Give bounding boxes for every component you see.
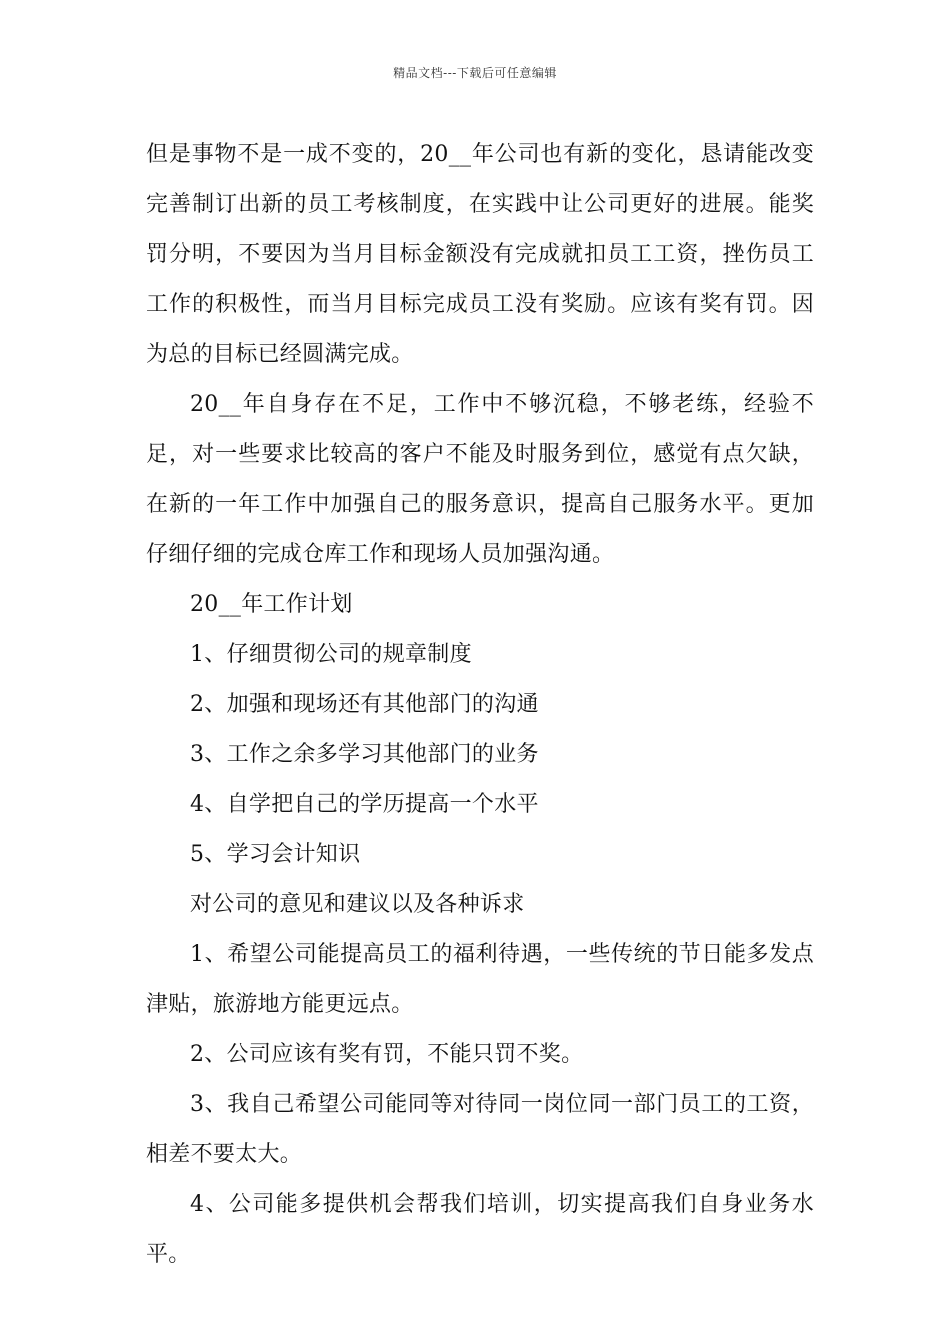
plan-item-1: 1、仔细贯彻公司的规章制度: [190, 642, 472, 667]
suggestion-item-1: 1、希望公司能提高员工的福利待遇，一些传统的节日能多发点津贴，旅游地方能更远点。: [146, 942, 814, 1017]
plan-item-2: 2、加强和现场还有其他部门的沟通: [190, 692, 539, 717]
paragraph-change-request: 但是事物不是一成不变的，20__年公司也有新的变化，恳请能改变完善制订出新的员工考核制度，在实践中让公司更好的进展。能奖罚分明，不要因为当月目标金额没有完成就扣员工工资，挫伤员工工作的积极性，而当月目标完成员工没有奖励。应该有奖有罚。因为总的目标已经圆满完成。: [146, 142, 814, 367]
suggestion-item-3: 3、我自己希望公司能同等对待同一岗位同一部门员工的工资，相差不要太大。: [146, 1092, 814, 1167]
document-body: [146, 130, 814, 1280]
plan-item-4: 4、自学把自己的学历提高一个水平: [190, 792, 539, 817]
plan-item-3: 3、工作之余多学习其他部门的业务: [190, 742, 539, 767]
paragraph-self-assessment: 20__年自身存在不足，工作中不够沉稳，不够老练，经验不足，对一些要求比较高的客户不能及时服务到位，感觉有点欠缺，在新的一年工作中加强自己的服务意识，提高自己服务水平。更加仔细仔细的完成仓库工作和现场人员加强沟通。: [146, 392, 814, 567]
section-heading-suggestions: 对公司的意见和建议以及各种诉求: [190, 892, 525, 917]
suggestion-item-4: 4、公司能多提供机会帮我们培训，切实提高我们自身业务水平。: [146, 1192, 814, 1267]
page-header: 精品文档---下载后可任意编辑: [393, 66, 557, 80]
section-heading-work-plan: 20__年工作计划: [190, 592, 353, 617]
plan-item-5: 5、学习会计知识: [190, 842, 361, 867]
suggestion-item-2: 2、公司应该有奖有罚，不能只罚不奖。: [190, 1042, 584, 1067]
